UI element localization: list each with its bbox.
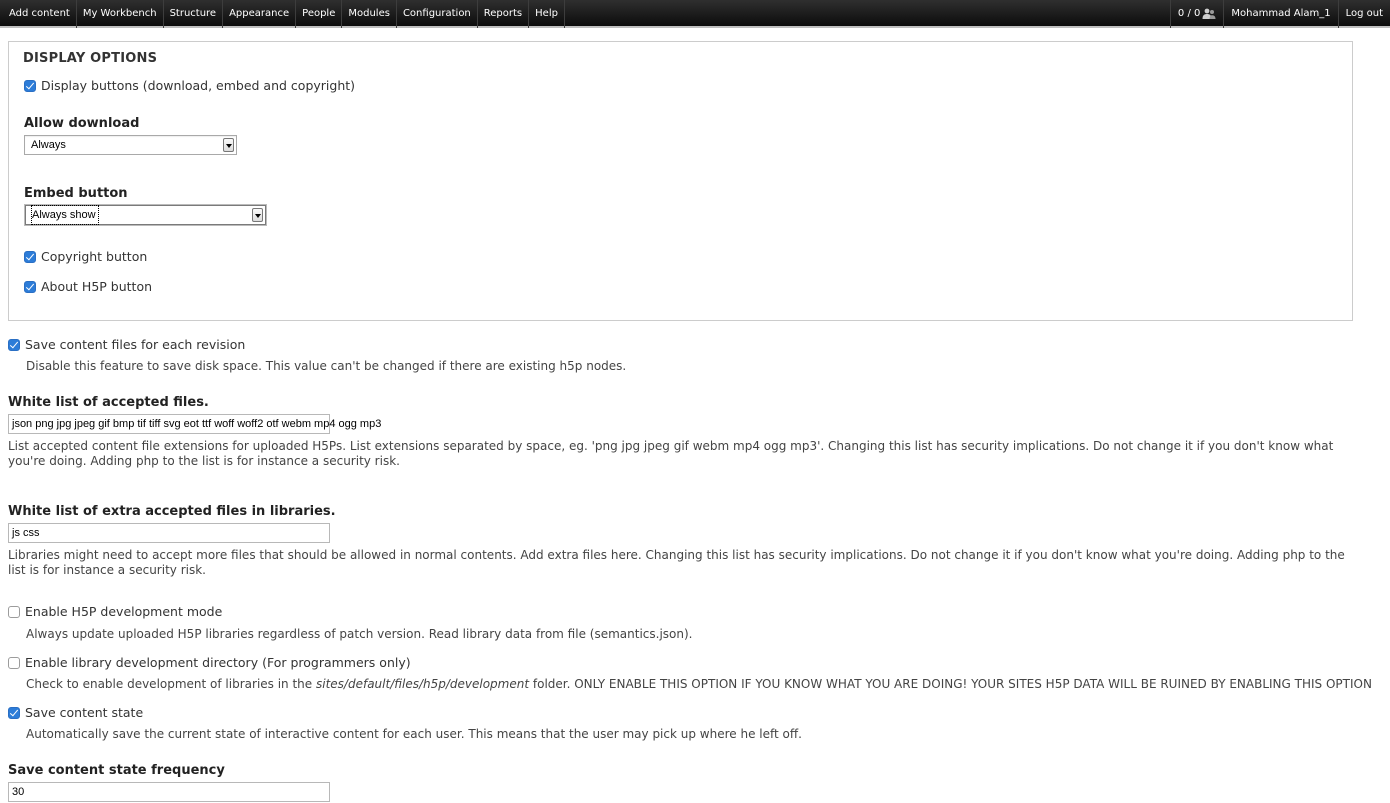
whitelist-label: White list of accepted files. — [8, 395, 209, 410]
menu-appearance[interactable]: Appearance — [223, 0, 296, 28]
menu-modules[interactable]: Modules — [342, 0, 397, 28]
display-buttons-label: Display buttons (download, embed and copyright) — [41, 78, 356, 93]
whitelist-input[interactable]: json png jpg jpeg gif bmp tif tiff svg eot ttf woff woff2 otf webm mp4 ogg mp3 — [8, 414, 330, 434]
library-whitelist-description: Libraries might need to accept more files that should be allowed in normal contents. Add extra files here. Changing this list has security implications. Do not change it if you don't know what you're doing. Adding php to the list is for instance a security risk. — [8, 548, 1345, 577]
save-state-description: Automatically save the current state of interactive content for each user. This means that the user may pick up where he left off. — [26, 727, 802, 741]
chevron-down-icon[interactable] — [223, 138, 234, 152]
embed-button-value: Always show — [32, 206, 98, 224]
whitelist-description: List accepted content file extensions for uploaded H5Ps. List extensions separated by space, eg. 'png jpg jpeg gif webm mp4 ogg mp3'. Changing this list has security implications. Do not change it if you don't know what you're doing. Adding php to the list is for instance a security risk. — [8, 439, 1334, 468]
menu-structure[interactable]: Structure — [164, 0, 224, 28]
dev-directory-label: Enable library development directory (For programmers only) — [25, 655, 411, 670]
admin-toolbar — [0, 0, 1390, 28]
dev-mode-checkbox[interactable] — [8, 606, 20, 618]
display-buttons-option[interactable] — [24, 78, 355, 93]
toolbar-user-area — [1170, 0, 1390, 28]
dev-mode-label: Enable H5P development mode — [25, 604, 223, 619]
save-revision-label: Save content files for each revision — [25, 337, 246, 352]
user-account-link[interactable]: Mohammad Alam_1 — [1223, 0, 1337, 28]
dev-directory-description — [26, 677, 1372, 691]
logout-link[interactable]: Log out — [1338, 0, 1390, 28]
allow-download-label: Allow download — [24, 116, 140, 131]
copyright-button-checkbox[interactable] — [24, 251, 36, 263]
save-state-option[interactable] — [8, 705, 143, 720]
embed-button-label: Embed button — [24, 186, 128, 201]
library-whitelist-input[interactable]: js css — [8, 523, 330, 543]
dev-directory-option[interactable] — [8, 655, 411, 670]
chevron-down-icon[interactable] — [252, 208, 263, 222]
toolbar-menu — [3, 0, 565, 28]
about-button-checkbox[interactable] — [24, 281, 36, 293]
dev-directory-checkbox[interactable] — [8, 657, 20, 669]
dev-mode-description: Always update uploaded H5P libraries regardless of patch version. Read library data from file (semantics.json). — [26, 627, 693, 641]
menu-my-workbench[interactable]: My Workbench — [77, 0, 164, 28]
save-revision-checkbox[interactable] — [8, 339, 20, 351]
menu-add-content[interactable]: Add content — [3, 0, 77, 28]
save-state-label: Save content state — [25, 705, 144, 720]
menu-people[interactable]: People — [296, 0, 342, 28]
online-users-counter[interactable] — [1170, 0, 1223, 28]
display-buttons-checkbox[interactable] — [24, 80, 36, 92]
dev-directory-path: sites/default/files/h5p/development — [316, 677, 530, 691]
save-revision-option[interactable] — [8, 337, 245, 352]
menu-help[interactable]: Help — [529, 0, 565, 28]
allow-download-value: Always — [31, 139, 66, 151]
counter-text: 0 / 0 — [1177, 8, 1201, 19]
display-options-legend: DISPLAY OPTIONS — [23, 51, 158, 66]
state-frequency-input[interactable]: 30 — [8, 782, 330, 802]
embed-button-select[interactable] — [25, 205, 266, 225]
dev-mode-option[interactable] — [8, 604, 222, 619]
save-state-checkbox[interactable] — [8, 707, 20, 719]
menu-reports[interactable]: Reports — [478, 0, 529, 28]
copyright-button-label: Copyright button — [41, 249, 148, 264]
dev-directory-desc-before: Check to enable development of libraries in the — [26, 677, 316, 691]
allow-download-select[interactable] — [24, 135, 237, 155]
state-frequency-label: Save content state frequency — [8, 763, 225, 778]
copyright-button-option[interactable] — [24, 249, 147, 264]
save-revision-description: Disable this feature to save disk space. This value can't be changed if there are existing h5p nodes. — [26, 359, 627, 373]
about-button-option[interactable] — [24, 279, 152, 294]
menu-configuration[interactable]: Configuration — [397, 0, 478, 28]
library-whitelist-label: White list of extra accepted files in libraries. — [8, 504, 336, 519]
dev-directory-desc-after: folder. ONLY ENABLE THIS OPTION IF YOU KNOW WHAT YOU ARE DOING! YOUR SITES H5P DATA WILL BE RUINED BY ENABLING THIS OPTION — [529, 677, 1372, 691]
about-button-label: About H5P button — [41, 279, 153, 294]
people-icon — [1202, 8, 1216, 20]
